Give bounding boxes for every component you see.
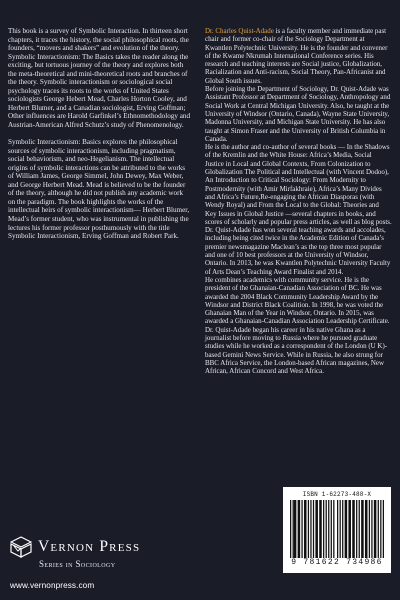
barcode-bar <box>326 500 327 558</box>
barcode-bar <box>293 500 294 558</box>
barcode-digits: 9 781622 734986 <box>291 558 383 567</box>
barcode-bar <box>308 500 309 558</box>
barcode-bar <box>301 500 302 558</box>
barcode-bar <box>331 500 332 558</box>
isbn-label: ISBN 1-62273-488-X <box>302 491 372 498</box>
barcode-bar <box>319 500 322 558</box>
barcode-bar <box>333 500 334 558</box>
description-paragraph-2: Symbolic Interactionism: Basics explores the philosophical sources of symbolic interactionism, including pragmatism, social behaviorism, and neo-Hegelianism. The intellectual origins of symbolic interactions can be attributed to the works of William James, George Simmel, John Dewey, Max Weber, and George Herbert Mead. Mead is believed to be the founder of the theory, although he did not publish any academic work on the paradigm. The book highlights the works of the intellectual heirs of symbolic interactionism— Herbert Blumer, Mead’s former student, who was instrumental in publishing the lectures his former professor posthumously with the title Symbolic Interactionism, Erving Goffman and Robert Park. <box>8 138 190 241</box>
author-name: Dr. Charles Quist-Adade <box>205 27 274 35</box>
book-description <box>8 27 191 241</box>
barcode-bar <box>290 500 291 558</box>
bio-intro-text: is a faculty member and immediate past chair and former co-chair of the Sociology Department at Kwantlen Polytechnic University. He is the founder and convener of the Kwame Nkrumah International Conference series. His research and teaching interests are Social justice, Globalization, Racialization and Anti-racism, Social Theory, Pan-Africanist and Global South issues. <box>205 27 388 85</box>
barcode-bar <box>304 500 307 558</box>
bio-paragraph-2: Before joining the Department of Sociology, Dr. Quist-Adade was Assistant Professor at Department of Sociology, Anthropology and Social Work at Central Michigan University. Also, he taught at the University of Windsor (Ontario, Canada), Wayne State University, Madonna University, and Michigan State University. He has also taught at Simon Fraser and the University of British Columbia in Canada. <box>205 85 391 143</box>
barcode-bar <box>356 500 357 558</box>
barcode-bar <box>380 500 381 558</box>
bio-paragraph-1 <box>205 27 392 85</box>
publisher-logo-row <box>10 536 210 558</box>
bio-paragraph-6: Dr. Quist-Adade began his career in his native Ghana as a journalist before moving to Russia where he pursued graduate studies while he worked as a correspondent of the London (U K)-based Gemini News Service. While in Russia, he also strung for BBC Africa Service, the London-based African magazines, New African, African Concord and West Africa. <box>205 325 388 376</box>
author-biography <box>205 27 392 375</box>
bio-paragraph-4: Dr. Quist-Adade has won several teaching awards and accolades, including being cited twice in the Academic Edition of Canada’s premier newsmagazine Maclean’s as the top three most popular and one of 10 best professors at the University of Windsor, Ontario. In 2013, he was Kwantlen Polytechnic University Faculty of Arts Dean’s Teaching Award Finalist and 2014. <box>205 226 391 276</box>
barcode-bar <box>369 500 370 558</box>
barcode-bar <box>371 500 372 558</box>
barcode-bar <box>313 500 314 558</box>
isbn-barcode-box <box>283 487 391 573</box>
barcode-bar <box>348 500 351 558</box>
bio-paragraph-5: He combines academics with community service. He is the president of the Ghanaian-Canadian Association of BC. He was awarded the 2004 Black Community Leadership Award by the Windsor and District Black Coalition. In 1998, he was voted the Ghanaian Man of the Year in Windsor, Ontario. In 2015, was awarded a Ghanaian-Canadian Association Leadership Certificate. <box>205 275 390 326</box>
description-paragraph-1: This book is a survey of Symbolic Interaction. In thirteen short chapters, it traces the history, the social philosophical roots, the founders, “movers and shakers” and evolution of the theory. Symbolic Interactionism: The Basics takes the reader along the exciting, but tortuous journey of the theory and explores both the meta-theoretical and mini-theoretical roots and branches of the theory. Symbolic interactionism or sociological social psychology traces its roots to the works of United States sociologists George Hebert Mead, Charles Horton Cooley, and Herbert Blumer, and a Canadian sociologist, Erving Goffman; Other influences are Harold Garfinkel’s Ethnomethodology and Austrian-American Alfred Schutz’s study of Phenomenology. <box>8 27 191 130</box>
barcode-bar <box>298 500 301 558</box>
barcode-bar <box>365 500 368 558</box>
barcode-bar <box>359 500 360 558</box>
barcode-bar <box>378 500 379 558</box>
publisher-name: Vernon Press <box>38 538 141 555</box>
publisher-website: www.vernonpress.com <box>10 581 95 590</box>
barcode-bar <box>328 500 329 558</box>
barcode-bar <box>383 500 384 558</box>
barcode-bar <box>342 500 343 558</box>
vernon-press-logo-icon <box>10 536 32 558</box>
barcode-bar <box>340 500 341 558</box>
publisher-block <box>10 536 210 596</box>
barcode-bar <box>361 500 364 558</box>
barcode-bar <box>337 500 338 558</box>
barcode-bar <box>315 500 318 558</box>
bio-paragraph-3: He is the author and co-author of several books — In the Shadows of the Kremlin and the White House: Africa’s Media, Social Justice in Local and Global Contexts, From Colonization to Globalization The Political and Intellectual (with Vincent Dodoo), An Introduction to Critical Sociology: From Modernity to Postmodernity (with Amir Mirfakhraie), Africa’s Many Divides and Africa’s Future,Re-engaging the African Diasporas (with Wendy Royal) and From the Local to the Global: Theories and Key Issues in Global Justice —several chapters in books, and scores of scholarly and popular press articles, as well as blog posts. <box>205 143 392 226</box>
barcode-bar <box>374 500 377 558</box>
barcode-bar <box>310 500 311 558</box>
barcode-bar <box>352 500 355 558</box>
barcode-icon <box>288 500 386 560</box>
barcode-bar <box>345 500 348 558</box>
barcode-bar <box>323 500 324 558</box>
series-name: Series in Sociology <box>39 559 116 569</box>
barcode-bar <box>294 500 297 558</box>
